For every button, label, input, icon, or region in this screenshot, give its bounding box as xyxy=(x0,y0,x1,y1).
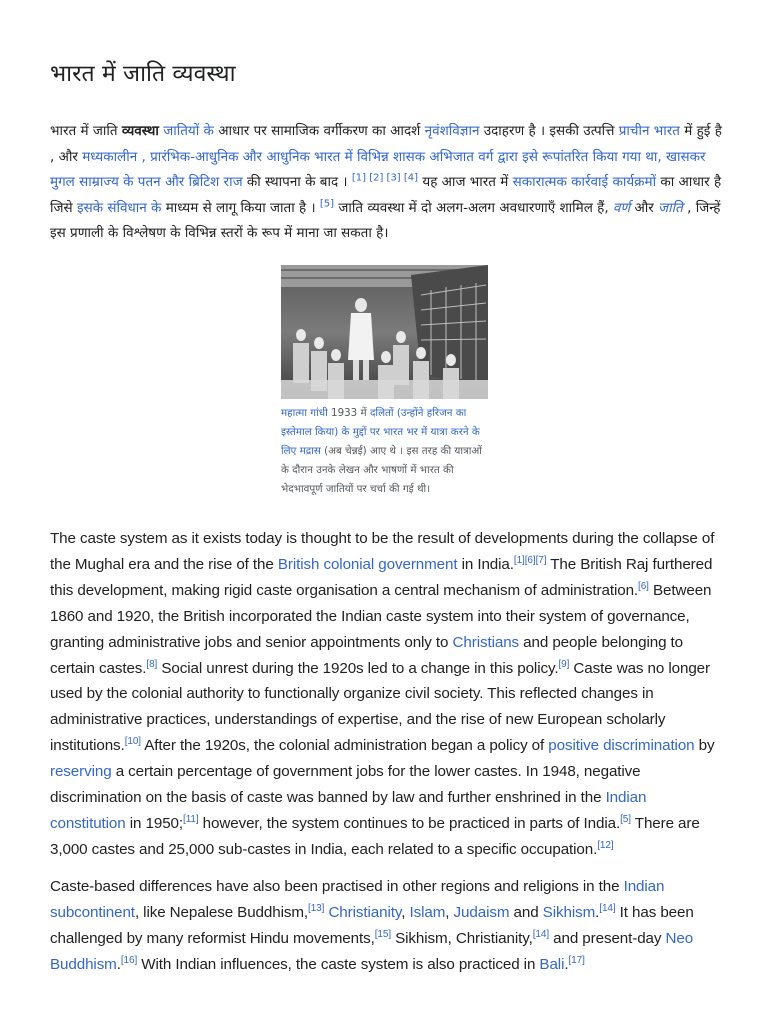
text: in 1950; xyxy=(125,814,184,832)
link-judaism[interactable]: Judaism xyxy=(453,903,510,921)
caption-link-gandhi[interactable]: महात्मा गांधी xyxy=(281,407,328,419)
link-christianity[interactable]: Christianity xyxy=(328,903,402,921)
reference-sup xyxy=(320,198,334,209)
text: का आधार है जिसे xyxy=(50,174,722,216)
link-sikhism[interactable]: Sikhism xyxy=(542,903,596,921)
reference-link[interactable]: [1] xyxy=(351,172,366,184)
reference-sup xyxy=(620,814,631,825)
text: माध्यम से लागू किया जाता है । xyxy=(161,199,320,216)
reference-link[interactable]: [13] xyxy=(308,902,325,914)
reference-sup xyxy=(597,840,613,851)
text: , xyxy=(401,903,410,921)
reference-link[interactable]: [15] xyxy=(374,928,391,940)
text: Caste-based differences have also been practised in other regions and religions in the xyxy=(50,878,624,895)
figure-caption xyxy=(281,404,491,499)
text: , like Nepalese Buddhism, xyxy=(134,903,309,921)
intro-paragraph xyxy=(50,119,722,247)
text: . xyxy=(564,955,569,973)
reference-sup xyxy=(533,929,549,940)
reference-link[interactable]: [8] xyxy=(146,658,158,670)
reference-sup xyxy=(638,581,649,592)
reference-link[interactable]: [1] xyxy=(513,554,525,566)
text: (अब चेन्नई) आए थे । इस तरह की यात्राओं के दौरान उनके लेखन और भाषणों में भारत की भेदभावपूर्ण जातियों पर चर्चा की गई थी। xyxy=(281,445,482,495)
regions-paragraph xyxy=(50,874,726,978)
text: With Indian influences, the caste system is also practiced in xyxy=(137,955,540,973)
link-ethnography[interactable]: नृवंशविज्ञान xyxy=(424,123,480,139)
link-reserving[interactable]: reserving xyxy=(50,763,112,781)
reference-link[interactable]: [10] xyxy=(124,736,141,748)
link-jatiyon[interactable]: जातियों के xyxy=(163,123,214,139)
text: Caste was no longer used by the colonial authority to functionally organize civil society. This reflected changes in administrative practices, understandings of expertise, and the rise of new European scholarly institutions. xyxy=(50,659,710,755)
text: . xyxy=(116,955,121,973)
reference-link[interactable]: [6] xyxy=(638,580,649,592)
reference-link[interactable]: [17] xyxy=(568,954,585,966)
text: Sikhism, Christianity, xyxy=(391,929,533,947)
link-varna[interactable]: वर्ण xyxy=(612,199,631,216)
caption-link-dalits-madras[interactable]: दलितों (उन्होंने हरिजन का इस्तेमाल किया) के मुद्दों पर भारत भर में यात्रा करने के लिए मद्रास xyxy=(281,407,480,457)
reference-sup xyxy=(599,903,615,914)
link-positive-discrimination[interactable]: positive discrimination xyxy=(548,737,695,755)
text: आधार पर सामाजिक वर्गीकरण का आदर्श xyxy=(213,123,425,139)
text: जाति व्यवस्था में दो अलग-अलग अवधारणाएँ शामिल हैं, xyxy=(334,199,613,216)
reference-link[interactable]: [14] xyxy=(599,902,616,914)
bold-term: व्यवस्था xyxy=(121,123,159,139)
text: There are 3,000 castes and 25,000 sub-castes in India, each related to a specific occupation. xyxy=(50,814,700,858)
text: in India. xyxy=(457,555,514,573)
link-christians[interactable]: Christians xyxy=(452,633,520,651)
text: The caste system as it exists today is thought to be the result of developments during the collapse of the Mughal era and the rise of the xyxy=(50,530,715,573)
reference-sup xyxy=(514,555,546,566)
reference-sup xyxy=(121,955,137,966)
reference-link[interactable]: [7] xyxy=(535,554,547,566)
link-indian-constitution[interactable]: Indian constitution xyxy=(50,789,647,832)
link-ancient-india[interactable]: प्राचीन भारत xyxy=(618,123,680,139)
gandhi-photo[interactable] xyxy=(281,265,488,399)
reference-link[interactable]: [5] xyxy=(620,813,631,825)
reference-link[interactable]: [9] xyxy=(558,658,570,670)
text: by xyxy=(694,737,715,755)
reference-sup xyxy=(125,736,141,747)
reference-link[interactable]: [3] xyxy=(386,172,401,184)
text: , xyxy=(445,903,454,921)
text: भारत में जाति xyxy=(50,123,122,139)
reference-link[interactable]: [4] xyxy=(403,172,419,184)
reference-sup xyxy=(558,658,569,669)
reference-sup xyxy=(146,658,157,669)
text: however, the system continues to be practiced in parts of India. xyxy=(198,814,621,832)
text: After the 1920s, the colonial administration began a policy of xyxy=(140,737,549,755)
link-indian-subcontinent[interactable]: Indian subcontinent xyxy=(50,878,665,921)
text: 1933 में xyxy=(327,407,370,419)
text: यह आज भारत में xyxy=(418,174,513,191)
history-paragraph xyxy=(50,526,726,863)
text: It has been challenged by many reformist Hindu movements, xyxy=(50,903,694,947)
gandhi-figure xyxy=(281,265,488,499)
reference-sup xyxy=(183,814,199,825)
reference-link[interactable]: [6] xyxy=(524,554,536,566)
reference-link[interactable]: [12] xyxy=(597,839,614,851)
reference-sup xyxy=(375,929,391,940)
reference-link[interactable]: [14] xyxy=(532,928,550,940)
text: . xyxy=(595,903,600,921)
reference-sup xyxy=(308,903,324,914)
link-jati[interactable]: जाति xyxy=(658,199,683,216)
reference-sup xyxy=(352,173,418,184)
link-british-colonial-government[interactable]: British colonial government xyxy=(277,555,458,573)
text: और xyxy=(630,199,659,216)
text: की स्थापना के बाद । xyxy=(242,174,352,191)
reference-link[interactable]: [2] xyxy=(369,172,384,184)
text: में हुई है , और xyxy=(50,123,722,165)
link-bali[interactable]: Bali xyxy=(539,955,565,973)
reference-link[interactable]: [5] xyxy=(319,198,335,210)
text: The British Raj furthered this development, making rigid caste organisation a central mechanism of administration. xyxy=(50,555,713,599)
reference-sup xyxy=(568,955,584,966)
link-constitution[interactable]: इसके संविधान के xyxy=(76,199,162,216)
text: उदाहरण है । इसकी उत्पत्ति xyxy=(479,123,619,139)
reference-link[interactable]: [11] xyxy=(183,813,199,825)
link-islam[interactable]: Islam xyxy=(409,903,446,921)
link-affirmative-action[interactable]: सकारात्मक कार्रवाई कार्यक्रमों xyxy=(512,174,657,191)
page-title: भारत में जाति व्यवस्था xyxy=(50,61,236,87)
link-neo-buddhism[interactable]: Neo Buddhism xyxy=(50,929,694,973)
text: and people belonging to certain castes. xyxy=(50,633,684,677)
reference-link[interactable]: [16] xyxy=(120,954,138,966)
text: Between 1860 and 1920, the British incorporated the Indian caste system into their system of governance, granting administrative jobs and senior appointments only to xyxy=(50,581,712,651)
text: Social unrest during the 1920s led to a change in this policy. xyxy=(157,659,559,677)
link-medieval-modern-india[interactable]: मध्यकालीन , प्रारंभिक-आधुनिक और आधुनिक भारत में विभिन्न शासक अभिजात वर्ग द्वारा इसे रूपांतरित किया गया था, खासकर मुगल साम्राज्य के पतन और ब्रिटिश राज xyxy=(50,148,706,191)
text: and xyxy=(509,903,543,921)
text: , जिन्हें इस प्रणाली के विश्लेषण के विभिन्न स्तरों के रूप में माना जा सकता है। xyxy=(50,199,721,242)
text: and present-day xyxy=(549,929,666,947)
text: a certain percentage of government jobs for the lower castes. In 1948, negative discrimination on the basis of caste was banned by law and further enshrined in the xyxy=(50,763,641,807)
